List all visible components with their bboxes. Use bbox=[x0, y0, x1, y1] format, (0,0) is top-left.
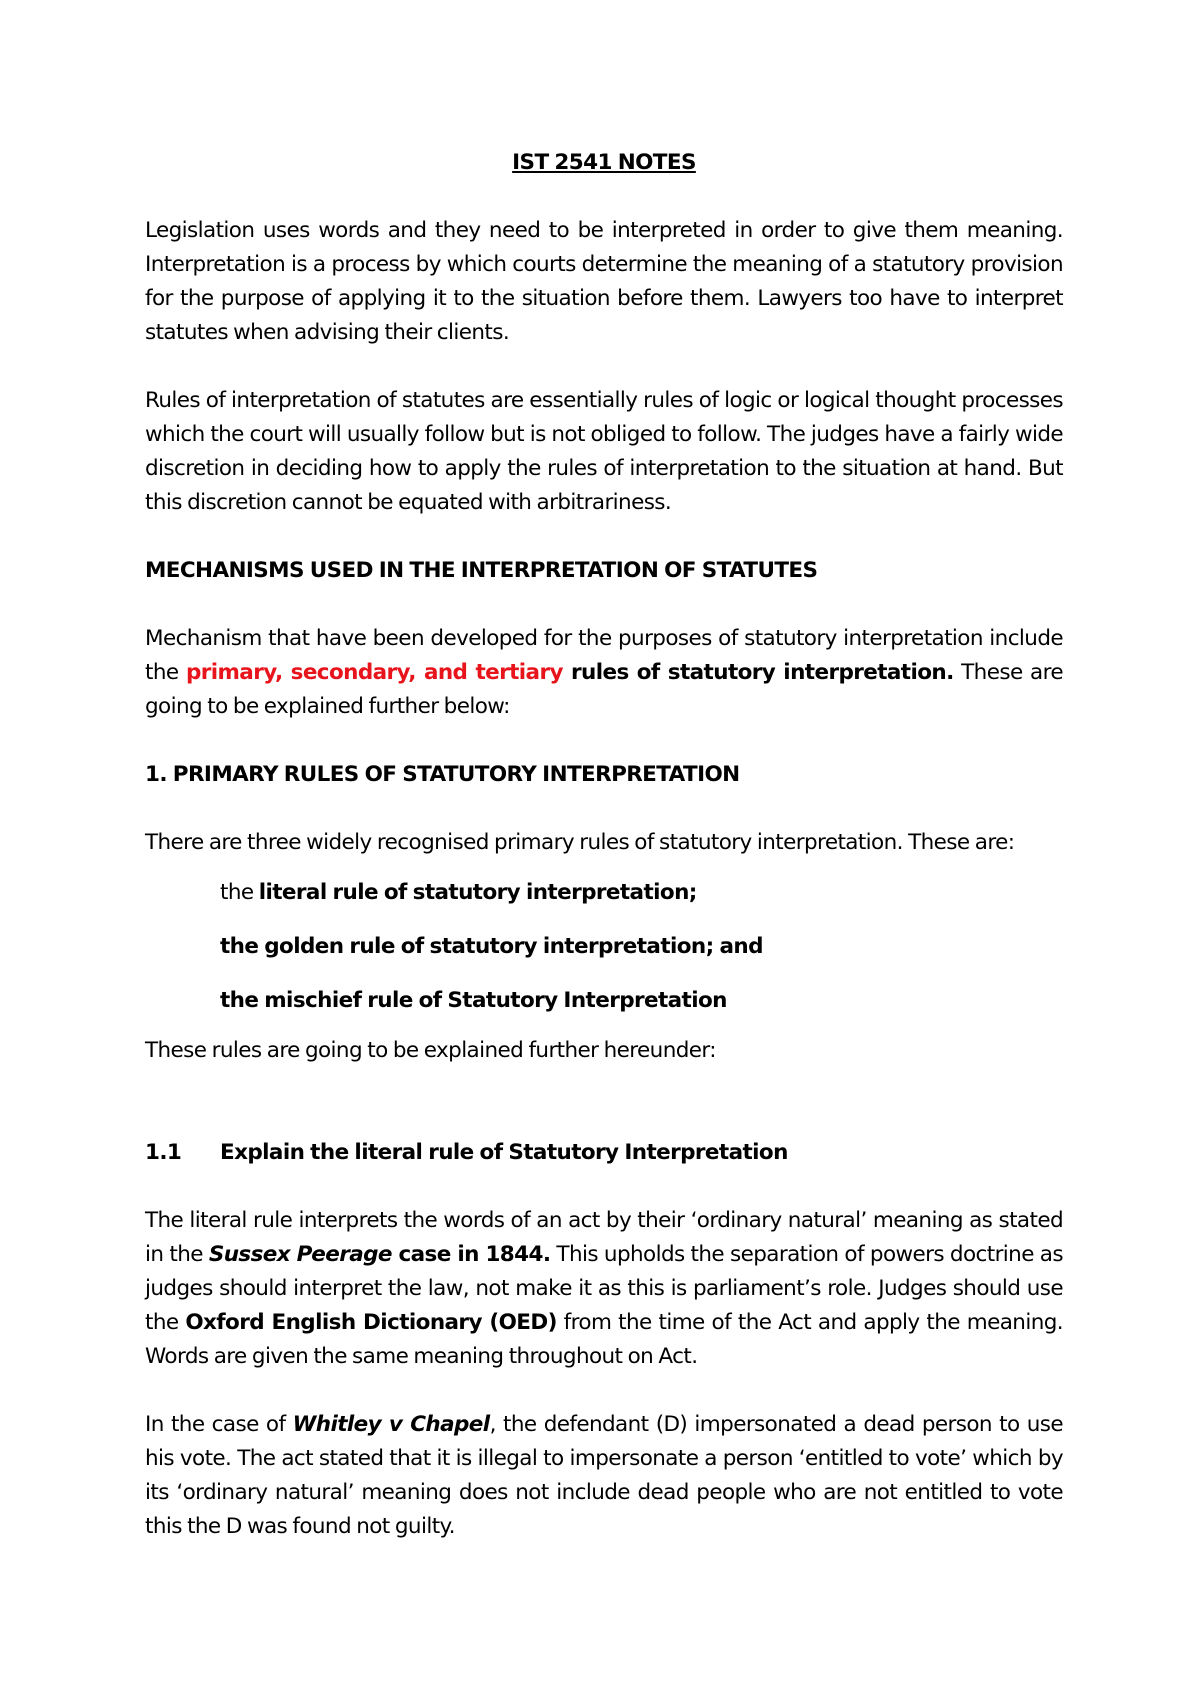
document-title: IST 2541 NOTES bbox=[512, 150, 696, 175]
section-number: 1.1 bbox=[145, 1140, 182, 1165]
case-name-sussex-peerage: Sussex Peerage bbox=[208, 1242, 392, 1267]
mechanisms-text-1: Mechanism that have been developed for the purposes of statutory interpretation include the bbox=[145, 626, 1063, 685]
whitley-text-2: , the defendant (D) impersonated a dead person to use his vote. The act stated that it is illegal to impersonate a person ‘entitled to vote’ which by its ‘ordinary natural’ meaning does not include dead people who are not entitled to vote this the D was found not guilty. bbox=[145, 1412, 1063, 1539]
list-item-golden-rule: the golden rule of statutory interpretation; and bbox=[220, 934, 763, 959]
mechanisms-heading: MECHANISMS USED IN THE INTERPRETATION OF STATUTES bbox=[145, 558, 818, 583]
mechanisms-paragraph bbox=[145, 622, 1063, 724]
mechanisms-text-2: These are going to be explained further below: bbox=[145, 660, 1063, 719]
literal-rule-paragraph bbox=[145, 1204, 1063, 1374]
primary-rules-intro: There are three widely recognised primary rules of statutory interpretation. These are: bbox=[145, 830, 1015, 855]
literal-text-1: The literal rule interprets the words of an act by their ‘ordinary natural’ meaning as stated in the bbox=[145, 1208, 1063, 1267]
section-1-1-heading bbox=[145, 1136, 1063, 1170]
case-year: case in 1844. bbox=[391, 1242, 551, 1267]
primary-rules-outro: These rules are going to be explained further hereunder: bbox=[145, 1038, 716, 1063]
whitley-paragraph bbox=[145, 1408, 1063, 1544]
case-name-whitley: Whitley v Chapel bbox=[292, 1412, 490, 1437]
primary-rules-list bbox=[145, 876, 1063, 1018]
primary-rules-heading: 1. PRIMARY RULES OF STATUTORY INTERPRETATION bbox=[145, 762, 740, 787]
intro-paragraph: Legislation uses words and they need to be interpreted in order to give them meaning. Interpretation is a process by which courts determine the meaning of a statutory provision for the purpose of applying it to the situation before them. Lawyers too have to interpret statutes when advising their clients. bbox=[145, 218, 1063, 345]
section-title: Explain the literal rule of Statutory Interpretation bbox=[220, 1140, 788, 1165]
literal-text-3: from the time of the Act and apply the meaning. Words are given the same meaning throughout on Act. bbox=[145, 1310, 1063, 1369]
document-content bbox=[145, 146, 1063, 1578]
list-item-prefix: the bbox=[220, 880, 259, 905]
oed-reference: Oxford English Dictionary (OED) bbox=[185, 1310, 557, 1335]
list-item-mischief-rule: the mischief rule of Statutory Interpretation bbox=[220, 988, 727, 1013]
rules-paragraph: Rules of interpretation of statutes are essentially rules of logic or logical thought processes which the court will usually follow but is not obliged to follow. The judges have a fairly wide discretion in deciding how to apply the rules of interpretation to the situation at hand. But this discretion cannot be equated with arbitrariness. bbox=[145, 388, 1063, 515]
list-item-literal-rule bbox=[220, 876, 1063, 910]
mechanisms-highlight: primary, secondary, and tertiary bbox=[185, 660, 563, 685]
whitley-text-1: In the case of bbox=[145, 1412, 293, 1437]
list-item-literal-bold: literal rule of statutory interpretation; bbox=[258, 880, 697, 905]
literal-text-2: This upholds the separation of powers doctrine as judges should interpret the law, not make it as this is parliament’s role. Judges should use the bbox=[145, 1242, 1063, 1335]
mechanisms-bold-text: rules of statutory interpretation. bbox=[562, 660, 954, 685]
